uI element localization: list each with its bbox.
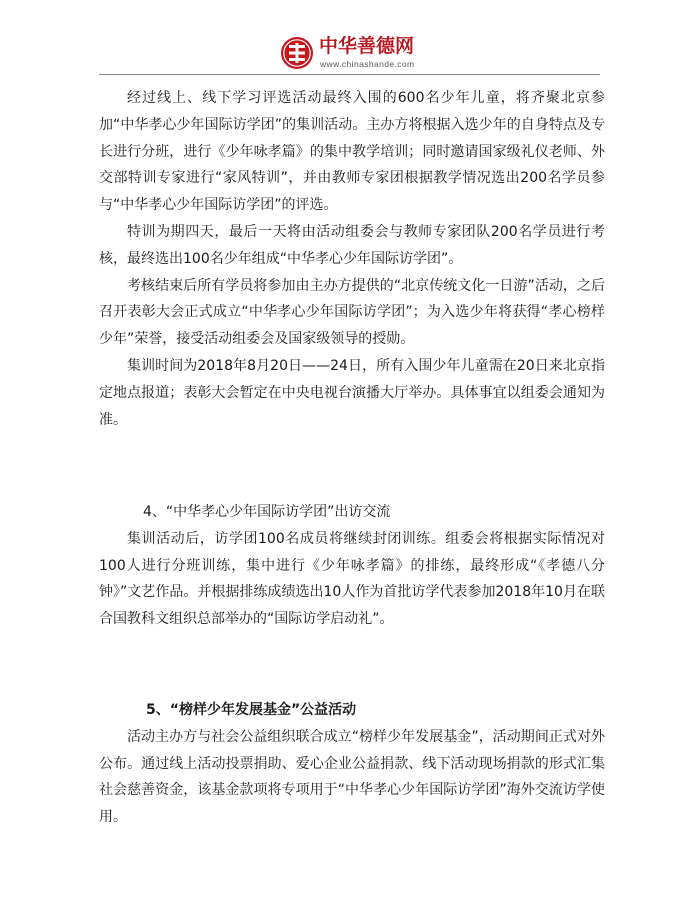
- paragraph-training-assessment: 特训为期四天，最后一天将由活动组委会与教师专家团队200名学员进行考核，最终选出100名少年组成“中华孝心少年国际访学团”。: [99, 223, 605, 267]
- paragraph-training-schedule: 集训时间为2018年8月20日——24日，所有入围少年儿童需在20日来北京指定地点报道；表彰大会暂定在中央电视台演播大厅举办。具体事宜以组委会通知为准。: [99, 357, 605, 428]
- site-url: www.chinashande.com: [320, 59, 415, 69]
- site-name: 中华善德网: [319, 35, 415, 57]
- paragraph-award-ceremony: 考核结束后所有学员将参加由主办方提供的“北京传统文化一日游”活动，之后召开表彰大会正式成立“中华孝心少年国际访学团”；为入选少年将获得“孝心榜样少年”荣誉，接受活动组委会及国家级领导的授勋。: [99, 277, 605, 348]
- section-5-heading: 5、“榜样少年发展基金”公益活动: [146, 702, 357, 718]
- paragraph-overseas-exchange: 集训活动后，访学团100名成员将继续封闭训练。组委会将根据实际情况对100人进行分班训练，集中进行《少年咏孝篇》的排练，最终形成“《孝德八分钟》”文艺作品。并根据排练成绩选出10人作为首批访学代表参加2018年10月在联合国教科文组织总部举办的“国际访学启动礼”。: [99, 530, 605, 628]
- section-4-heading: 4、“中华孝心少年国际访学团”出访交流: [143, 504, 391, 520]
- paragraph-charity-fund: 活动主办方与社会公益组织联合成立“榜样少年发展基金”，活动期间正式对外公布。通过线上活动投票捐助、爱心企业公益捐款、线下活动现场捐款的形式汇集社会慈善资金，该基金款项将专项用于“中华孝心少年国际访学团”海外交流访学使用。: [99, 728, 605, 826]
- site-logo[interactable]: [280, 34, 450, 72]
- paragraph-training-selection: 经过线上、线下学习评选活动最终入围的600名少年儿童，将齐聚北京参加“中华孝心少年国际访学团”的集训活动。主办方将根据入选少年的自身特点及专长进行分班，进行《少年咏孝篇》的集中教学培训；同时邀请国家级礼仪老师、外交部特训专家进行“家风特训”，并由教师专家团根据教学情况选出200名学员参与“中华孝心少年国际访学团”的评选。: [99, 90, 605, 214]
- seal-emblem-icon: [280, 36, 314, 70]
- section-5: [99, 697, 605, 831]
- header-divider: [99, 74, 600, 75]
- section-3-body: [99, 85, 605, 433]
- section-4: [99, 499, 605, 633]
- page-header: [0, 34, 699, 74]
